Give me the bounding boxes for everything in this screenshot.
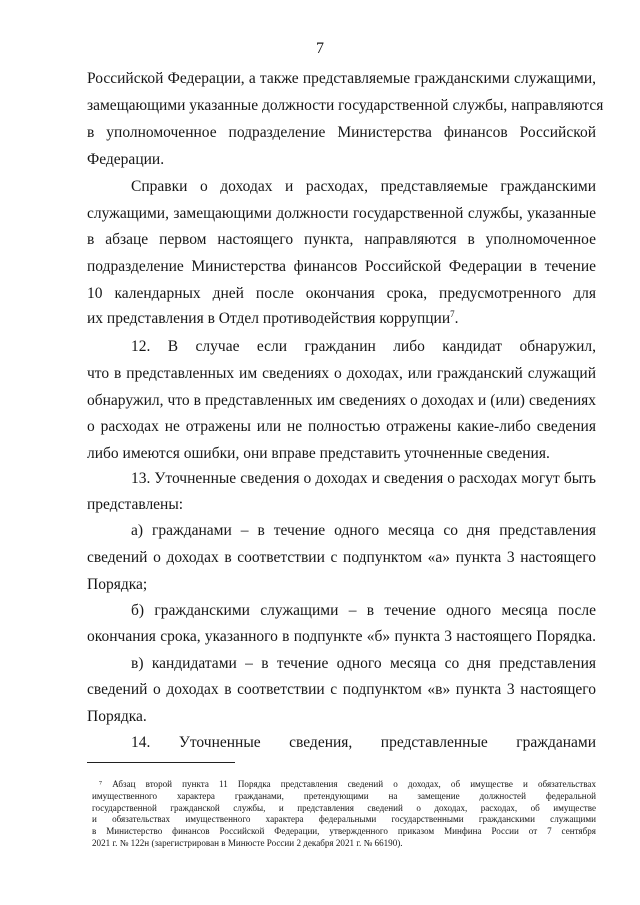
body-line: либо имеются ошибки, они вправе представить уточненные сведения. bbox=[87, 445, 550, 462]
body-line: в абзаце первом настоящего пункта, направляются в уполномоченное bbox=[87, 231, 596, 248]
footnote-line: 2021 г. № 122н (зарегистрирован в Минюсте России 2 декабря 2021 г. № 66190). bbox=[92, 838, 403, 848]
body-line: Федерации. bbox=[87, 151, 165, 168]
footnote-line: имущественного характера гражданами, претендующими на замещение должностей федеральной bbox=[92, 791, 596, 801]
body-line: служащими, замещающими должности государственной службы, указанные bbox=[87, 205, 596, 222]
body-line: окончания срока, указанного в подпункте «б» пункта 3 настоящего Порядка. bbox=[87, 628, 596, 645]
body-line: замещающими указанные должности государственной службы, направляются bbox=[87, 97, 604, 114]
body-line: представлены: bbox=[87, 496, 184, 513]
body-line: Порядка. bbox=[87, 708, 147, 725]
page-number: 7 bbox=[316, 40, 324, 57]
body-line-text: их представления в Отдел противодействия коррупции bbox=[87, 310, 451, 327]
body-line: 13. Уточненные сведения о доходах и сведения о расходах могут быть bbox=[131, 470, 596, 487]
body-line: Порядка; bbox=[87, 576, 148, 593]
body-line: о расходах не отражены или не полностью отражены какие-либо сведения bbox=[87, 418, 596, 435]
footnote-line: в Министерство финансов Российской Федерации, утвержденного приказом Минфина России от 7 сентября bbox=[92, 826, 596, 836]
body-line: 10 календарных дней после окончания срока, предусмотренного для bbox=[87, 285, 596, 302]
body-line: 14. Уточненные сведения, представленные гражданами bbox=[131, 734, 596, 751]
body-line: а) гражданами – в течение одного месяца со дня представления bbox=[131, 522, 596, 539]
footnote-line: и обязательствах имущественного характера федеральными государственными гражданскими служащими bbox=[92, 814, 596, 824]
body-line: в) кандидатами – в течение одного месяца со дня представления bbox=[131, 655, 596, 672]
body-line: в уполномоченное подразделение Министерства финансов Российской bbox=[87, 124, 596, 141]
body-line: сведений о доходах в соответствии с подпунктом «а» пункта 3 настоящего bbox=[87, 549, 596, 566]
body-line: Российской Федерации, а также представляемые гражданскими служащими, bbox=[87, 70, 596, 87]
body-line: сведений о доходах в соответствии с подпунктом «в» пункта 3 настоящего bbox=[87, 681, 596, 698]
body-line: б) гражданскими служащими – в течение одного месяца после bbox=[131, 602, 596, 619]
body-line: подразделение Министерства финансов Российской Федерации в течение bbox=[87, 258, 596, 275]
body-line: обнаружил, что в представленных им сведениях о доходах и (или) сведениях bbox=[87, 392, 596, 409]
footnote-ref-period: . bbox=[454, 310, 459, 327]
body-line: 12. В случае если гражданин либо кандидат обнаружил, bbox=[131, 338, 596, 355]
footnote-line: ⁷ Абзац второй пункта 11 Порядка представления сведений о доходах, об имуществе и обязательствах bbox=[99, 779, 596, 789]
body-line: что в представленных им сведениях о доходах, или гражданский служащий bbox=[87, 365, 596, 382]
footnote-line: государственной гражданской службы, и представления сведений о доходах, расходах, об имуществе bbox=[92, 803, 596, 813]
footnote-separator bbox=[87, 762, 235, 763]
body-line-with-footnote-ref bbox=[87, 310, 596, 328]
footnote-ref: 7 bbox=[450, 309, 455, 319]
body-line: Справки о доходах и расходах, представляемые гражданскими bbox=[131, 178, 596, 195]
